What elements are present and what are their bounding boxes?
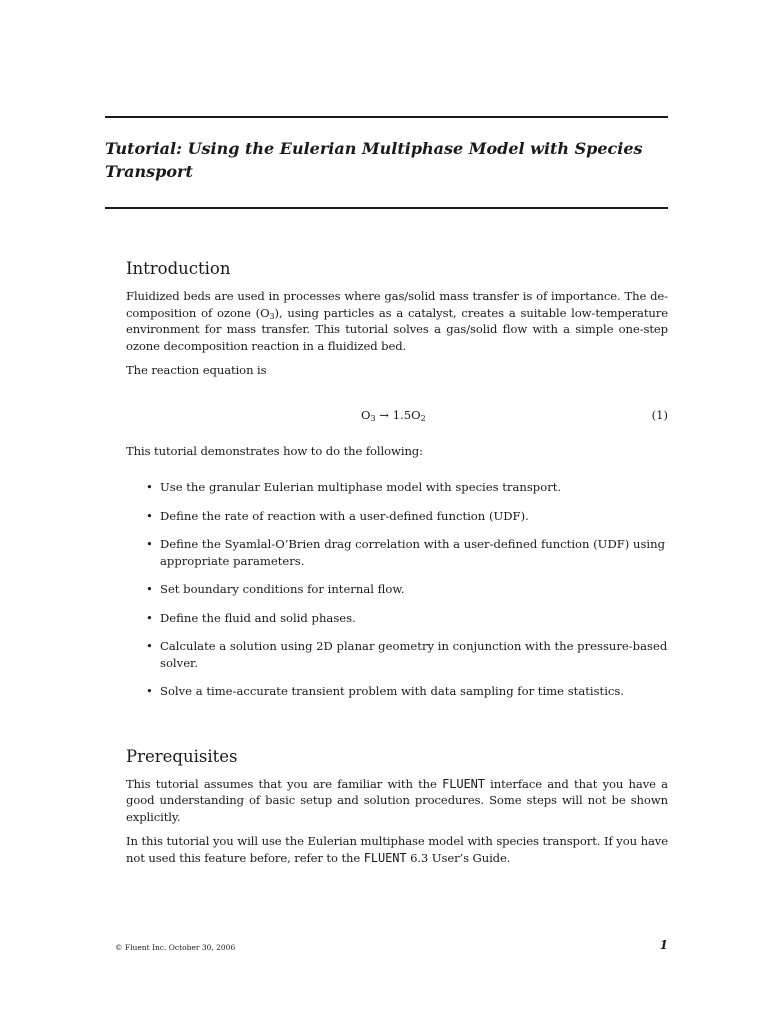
bullet-icon: • bbox=[146, 610, 153, 625]
intro-paragraph-1: Fluidized beds are used in processes where gas/solid mass transfer is of importance. The de-composition of ozone $(O_3)$, using particles as a catalyst, creates a suitable low-temperature environment for mass transfer. This tutorial solves a gas/solid flow with a simple one-step ozone decomposition reaction in a fluidized bed. bbox=[126, 289, 668, 353]
list-item: • Solve a time-accurate transient problem with data sampling for time statistics. bbox=[146, 684, 625, 698]
header-rule-top bbox=[105, 116, 668, 118]
bullet-icon: • bbox=[146, 684, 153, 698]
bullet-icon: • bbox=[146, 537, 153, 551]
intro-paragraph-2: The reaction equation is bbox=[126, 363, 267, 377]
bullet-icon: • bbox=[146, 480, 153, 494]
list-item: • Calculate a solution using 2D planar geometry in conjunction with the pressure-based solver. bbox=[146, 639, 668, 670]
list-item: • Define the fluid and solid phases. bbox=[146, 610, 356, 625]
list-item: • Define the rate of reaction with a user-defined function (UDF). bbox=[146, 508, 529, 523]
bullet-icon: • bbox=[146, 639, 153, 653]
list-item: • Define the Syamlal-O’Brien drag correlation with a user-defined function (UDF) using appropriate parameters. bbox=[146, 537, 666, 568]
equation-expression: $O_3 \to 1.5O_2$ bbox=[361, 407, 426, 423]
list-item: • Set boundary conditions for internal flow. bbox=[146, 582, 405, 596]
prereq-paragraph-1: This tutorial assumes that you are familiar with the FLUENT interface and that you have a good understanding of basic setup and solution procedures. Some steps will not be shown explicitly. bbox=[126, 776, 668, 824]
prereq-paragraph-2: In this tutorial you will use the Eulerian multiphase model with species transport. If you have not used this feature before, refer to the FLUENT 6.3 User’s Guide. bbox=[126, 834, 668, 865]
equation-number: (1) bbox=[651, 407, 668, 422]
list-item: • Use the granular Eulerian multiphase model with species transport. bbox=[146, 480, 562, 494]
intro-paragraph-3: This tutorial demonstrates how to do the following: bbox=[126, 443, 423, 458]
prerequisites-heading: Prerequisites bbox=[126, 746, 238, 766]
page-content bbox=[126, 258, 668, 874]
bullet-icon: • bbox=[146, 508, 153, 523]
header-rule-bottom bbox=[105, 207, 668, 209]
bullet-icon: • bbox=[146, 582, 153, 596]
document-title: Tutorial: Using the Eulerian Multiphase Model with Species Transport bbox=[105, 139, 643, 181]
introduction-heading: Introduction bbox=[126, 259, 231, 278]
objectives-list bbox=[126, 479, 668, 700]
reaction-equation bbox=[126, 407, 668, 423]
page-number: 1 bbox=[659, 938, 668, 952]
footer-copyright: © Fluent Inc. October 30, 2006 bbox=[115, 943, 236, 952]
